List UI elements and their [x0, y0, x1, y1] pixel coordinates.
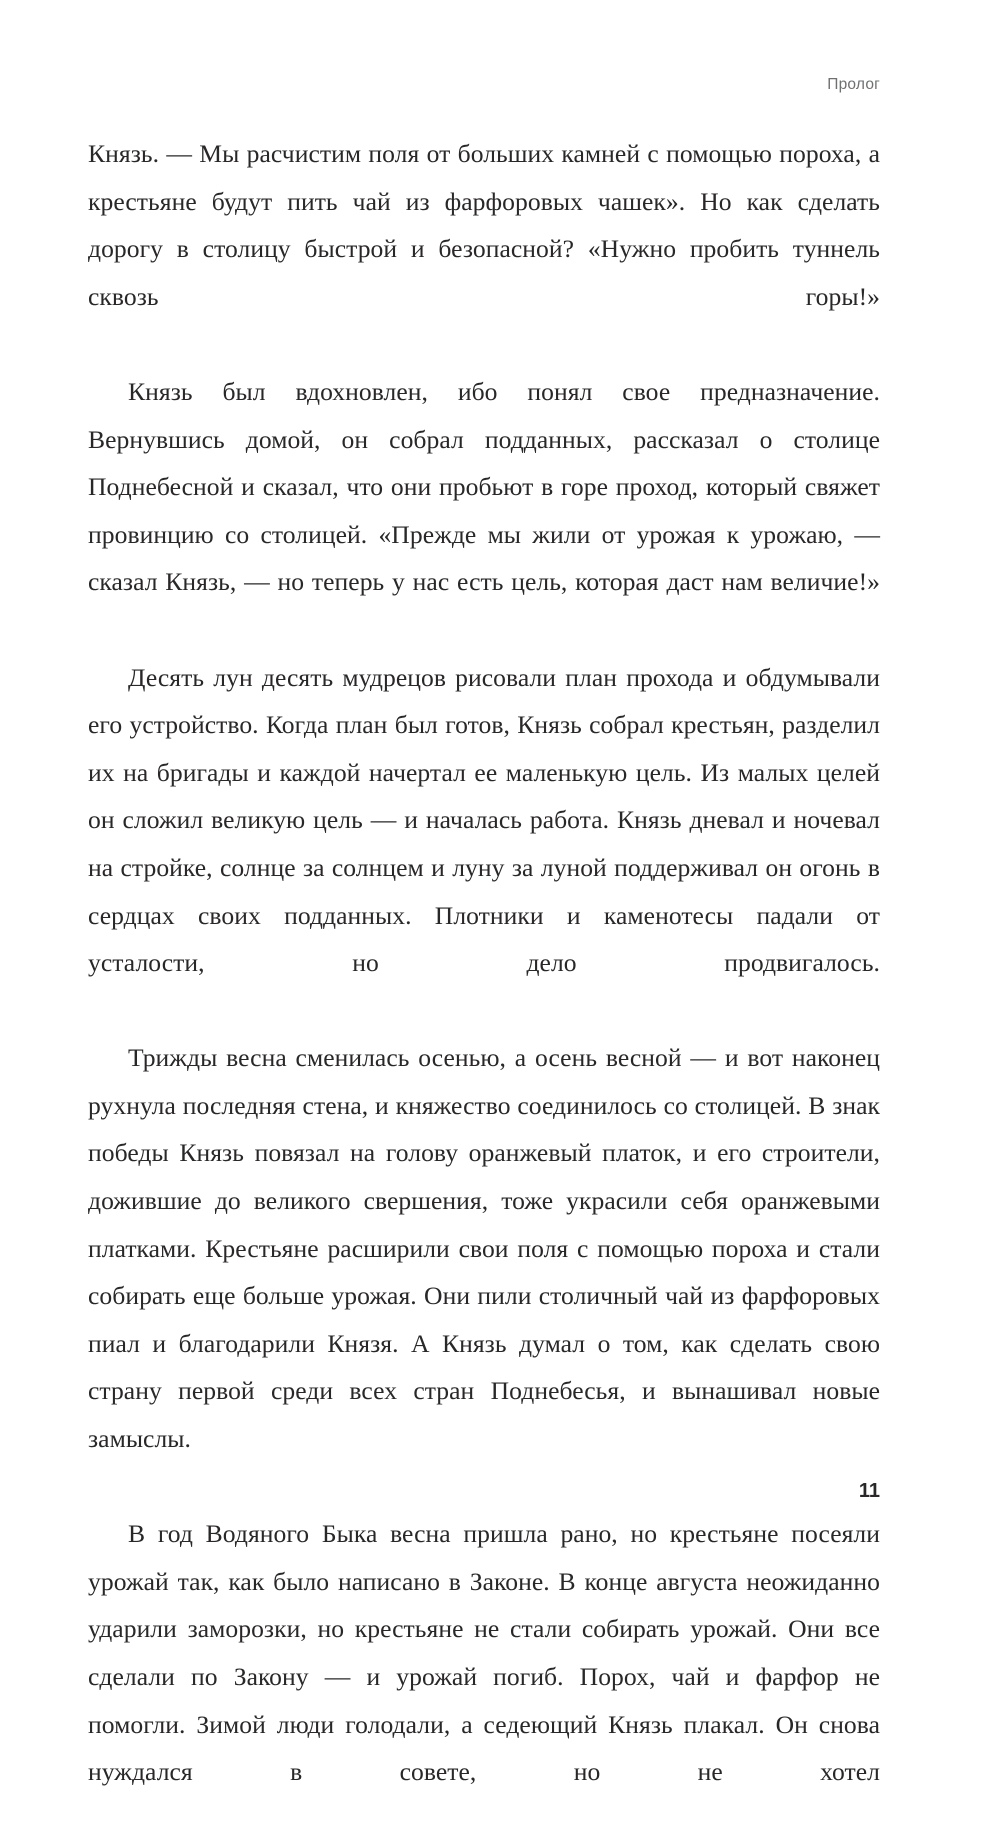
body-text-block [88, 130, 880, 1843]
paragraph-3: Десять лун десять мудрецов рисовали план прохода и обдумывали его устройство. Когда план был готов, Князь собрал крестьян, разделил их на бригады и каждой начертал ее маленькую цель. Из малых целей он сложил великую цель — и началась работа. Князь дневал и ночевал на стройке, солнце за солнцем и луну за луной поддерживал он огонь в сердцах своих подданных. Плотники и каменотесы падали от усталости, но дело продвигалось. [88, 662, 880, 978]
running-head: Пролог [827, 76, 880, 93]
paragraph-5: В год Водяного Быка весна пришла рано, но крестьяне посеяли урожай так, как было написано в Законе. В конце августа неожиданно ударили заморозки, но крестьяне не стали собирать урожай. Они все сделали по Закону — и урожай погиб. Порох, чай и фарфор не помогли. Зимой люди голодали, а седеющий Князь плакал. Он снова нуждался в совете, но не хотел [88, 1519, 880, 1787]
paragraph-1: Князь. — Мы расчистим поля от больших камней с помощью пороха, а крестьяне будут пить чай из фарфоровых чашек». Но как сделать дорогу в столицу быстрой и безопасной? «Нужно пробить туннель сквозь горы!» [88, 139, 880, 311]
paragraph-2: Князь был вдохновлен, ибо понял свое предназначение. Вернувшись домой, он собрал подданных, рассказал о столице Поднебесной и сказал, что они пробьют в горе проход, который свяжет провинцию со столицей. «Прежде мы жили от урожая к урожаю, — сказал Князь, — но теперь у нас есть цель, которая даст нам величие!» [88, 376, 880, 597]
page-number: 11 [858, 1480, 880, 1502]
paragraph-4: Трижды весна сменилась осенью, а осень весной — и вот наконец рухнула последняя стена, и княжество соединилось со столицей. В знак победы Князь повязал на голову оранжевый платок, и его строители, дожившие до великого свершения, тоже украсили себя оранжевыми платками. Крестьяне расширили свои поля с помощью пороха и стали собирать еще больше урожая. Они пили столичный чай из фарфоровых пиал и благодарили Князя. А Князь думал о том, как сделать свою страну первой среди всех стран Поднебесья, и вынашивал новые замыслы. [88, 1043, 880, 1454]
